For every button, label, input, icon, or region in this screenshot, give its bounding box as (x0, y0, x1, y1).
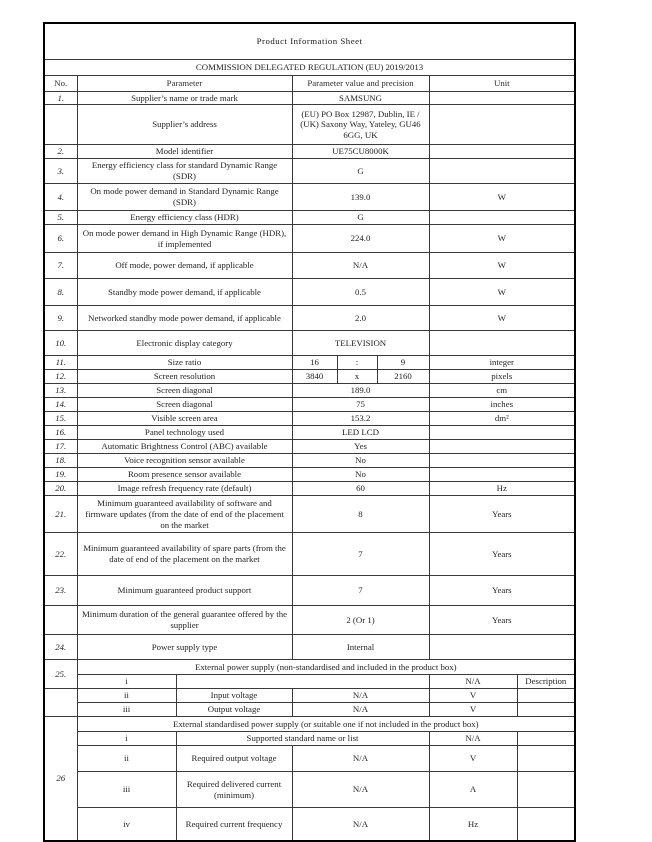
cell-unit: V (429, 689, 517, 703)
cell-unit (429, 440, 575, 454)
column-header-no: No. (44, 75, 77, 91)
table-row (44, 576, 575, 606)
cell-parameter: Model identifier (77, 145, 292, 159)
cell-description (517, 703, 575, 717)
cell-value: 139.0 (292, 184, 429, 211)
cell-unit: dm² (429, 412, 575, 426)
title-row (44, 23, 575, 59)
column-header-row (44, 75, 575, 91)
cell-no: 13. (44, 384, 77, 398)
table-row (44, 689, 575, 703)
cell-no: 11. (44, 356, 77, 370)
table-row (44, 331, 575, 356)
cell-parameter: Input voltage (176, 689, 292, 703)
cell-unit: N/A (429, 732, 517, 746)
cell-value-part1: 16 (292, 356, 337, 370)
section25-header-row (44, 660, 575, 675)
cell-value: LED LCD (292, 426, 429, 440)
cell-parameter: Image refresh frequency rate (default) (77, 482, 292, 496)
table-row (44, 225, 575, 253)
cell-unit (429, 145, 575, 159)
cell-unit (429, 468, 575, 482)
cell-parameter: Required current frequency (176, 808, 292, 841)
cell-no: 25. (44, 660, 77, 689)
cell-unit (429, 454, 575, 468)
product-information-table (43, 22, 576, 842)
cell-parameter: Panel technology used (77, 426, 292, 440)
cell-subindex: i (77, 732, 176, 746)
cell-no: 2. (44, 145, 77, 159)
cell-parameter: Visible screen area (77, 412, 292, 426)
cell-value: N/A (292, 689, 429, 703)
cell-subindex: iv (77, 808, 176, 841)
table-row (44, 482, 575, 496)
cell-description (517, 732, 575, 746)
cell-no: 21. (44, 496, 77, 533)
cell-no: 6. (44, 225, 77, 253)
cell-value: 2.0 (292, 306, 429, 331)
cell-parameter: Required delivered current (minimum) (176, 772, 292, 808)
table-row (44, 159, 575, 184)
cell-parameter: Screen diagonal (77, 384, 292, 398)
table-row (44, 703, 575, 717)
cell-value: 8 (292, 496, 429, 533)
table-row (44, 533, 575, 576)
cell-unit: Years (429, 606, 575, 635)
table-row (44, 440, 575, 454)
cell-description (517, 772, 575, 808)
table-row (44, 145, 575, 159)
cell-value: 75 (292, 398, 429, 412)
cell-no: 7. (44, 253, 77, 279)
cell-parameter: Automatic Brightness Control (ABC) available (77, 440, 292, 454)
cell-value: 153.2 (292, 412, 429, 426)
cell-parameter: Supplier’s name or trade mark (77, 91, 292, 105)
cell-no: 22. (44, 533, 77, 576)
cell-value: 60 (292, 482, 429, 496)
cell-parameter: Size ratio (77, 356, 292, 370)
cell-parameter: Energy efficiency class for standard Dynamic Range (SDR) (77, 159, 292, 184)
cell-no: 1. (44, 91, 77, 105)
cell-value-separator: x (337, 370, 377, 384)
table-row (44, 356, 575, 370)
cell-parameter: Minimum duration of the general guarantee offered by the supplier (77, 606, 292, 635)
cell-parameter: Off mode, power demand, if applicable (77, 253, 292, 279)
cell-value: UE75CU8000K (292, 145, 429, 159)
cell-parameter: On mode power demand in Standard Dynamic Range (SDR) (77, 184, 292, 211)
table-row (44, 306, 575, 331)
cell-subindex: i (77, 675, 176, 689)
cell-unit: V (429, 703, 517, 717)
cell-value: 7 (292, 533, 429, 576)
cell-no: 17. (44, 440, 77, 454)
cell-no: 24. (44, 635, 77, 660)
cell-unit: W (429, 306, 575, 331)
table-row (44, 635, 575, 660)
cell-value: N/A (292, 703, 429, 717)
cell-unit: W (429, 184, 575, 211)
section-header: External standardised power supply (or suitable one if not included in the product box) (77, 717, 575, 732)
section-header: External power supply (non-standardised and included in the product box) (77, 660, 575, 675)
table-row (44, 454, 575, 468)
cell-unit: Hz (429, 808, 517, 841)
cell-unit (429, 105, 575, 145)
cell-value: Yes (292, 440, 429, 454)
cell-description: Description (517, 675, 575, 689)
cell-subindex: ii (77, 689, 176, 703)
cell-no (44, 606, 77, 635)
cell-unit: inches (429, 398, 575, 412)
cell-unit (429, 426, 575, 440)
cell-unit: W (429, 225, 575, 253)
cell-description (517, 689, 575, 703)
cell-parameter: Networked standby mode power demand, if applicable (77, 306, 292, 331)
table-row (44, 675, 575, 689)
cell-parameter: Power supply type (77, 635, 292, 660)
cell-value: N/A (292, 808, 429, 841)
cell-value: N/A (292, 746, 429, 772)
cell-unit (429, 635, 575, 660)
cell-no: 16. (44, 426, 77, 440)
table-row (44, 496, 575, 533)
cell-unit: Years (429, 576, 575, 606)
cell-value: G (292, 159, 429, 184)
cell-no: 23. (44, 576, 77, 606)
cell-parameter: Screen resolution (77, 370, 292, 384)
cell-parameter: Output voltage (176, 703, 292, 717)
table-row (44, 184, 575, 211)
cell-unit: N/A (429, 675, 517, 689)
cell-parameter: Electronic display category (77, 331, 292, 356)
cell-no: 18. (44, 454, 77, 468)
table-row (44, 412, 575, 426)
table-row (44, 732, 575, 746)
cell-value: TELEVISION (292, 331, 429, 356)
cell-no: 19. (44, 468, 77, 482)
cell-no: 15. (44, 412, 77, 426)
cell-value: 189.0 (292, 384, 429, 398)
cell-value: No (292, 468, 429, 482)
cell-unit: Hz (429, 482, 575, 496)
cell-no: 3. (44, 159, 77, 184)
table-row (44, 91, 575, 105)
cell-no: 12. (44, 370, 77, 384)
cell-parameter: Supplier’s address (77, 105, 292, 145)
cell-description (517, 808, 575, 841)
table-row (44, 105, 575, 145)
cell-value: 0.5 (292, 279, 429, 306)
cell-subindex: iii (77, 772, 176, 808)
table-row (44, 398, 575, 412)
cell-no: 20. (44, 482, 77, 496)
page-title: Product Information Sheet (44, 23, 575, 59)
cell-parameter: Minimum guaranteed availability of software and firmware updates (from the date of end of the placement on the market (77, 496, 292, 533)
regulation-row (44, 59, 575, 75)
cell-no: 4. (44, 184, 77, 211)
cell-no: 14. (44, 398, 77, 412)
table-row (44, 746, 575, 772)
table-row (44, 279, 575, 306)
cell-value: (EU) PO Box 12987, Dublin, IE / (UK) Saxony Way, Yateley, GU46 6GG, UK (292, 105, 429, 145)
table-row (44, 426, 575, 440)
table-row (44, 253, 575, 279)
cell-no: 10. (44, 331, 77, 356)
cell-no: 5. (44, 211, 77, 225)
cell-unit: cm (429, 384, 575, 398)
cell-merged-value: Supported standard name or list (176, 732, 429, 746)
table-row (44, 370, 575, 384)
cell-value-part2: 2160 (377, 370, 429, 384)
cell-value-part1: 3840 (292, 370, 337, 384)
column-header-value: Parameter value and precision (292, 75, 429, 91)
column-header-unit: Unit (429, 75, 575, 91)
cell-parameter: Required output voltage (176, 746, 292, 772)
cell-value: No (292, 454, 429, 468)
table-row (44, 772, 575, 808)
cell-parameter: Standby mode power demand, if applicable (77, 279, 292, 306)
section26-header-row (44, 717, 575, 732)
regulation-subtitle: COMMISSION DELEGATED REGULATION (EU) 2019/2013 (44, 59, 575, 75)
cell-value: G (292, 211, 429, 225)
cell-unit (429, 211, 575, 225)
cell-unit: pixels (429, 370, 575, 384)
cell-value: N/A (292, 772, 429, 808)
cell-unit (429, 331, 575, 356)
cell-description (517, 746, 575, 772)
table-row (44, 808, 575, 841)
cell-unit (429, 91, 575, 105)
cell-unit: integer (429, 356, 575, 370)
cell-parameter: Screen diagonal (77, 398, 292, 412)
cell-no: 26 (44, 717, 77, 841)
cell-unit: W (429, 253, 575, 279)
table-row (44, 211, 575, 225)
cell-no (44, 105, 77, 145)
table-row (44, 468, 575, 482)
cell-parameter: Energy efficiency class (HDR) (77, 211, 292, 225)
cell-value: Internal (292, 635, 429, 660)
cell-subindex: ii (77, 746, 176, 772)
cell-no (44, 689, 77, 717)
cell-unit: V (429, 746, 517, 772)
cell-value: 224.0 (292, 225, 429, 253)
cell-parameter: On mode power demand in High Dynamic Range (HDR), if implemented (77, 225, 292, 253)
table-row (44, 606, 575, 635)
cell-value-separator: : (337, 356, 377, 370)
cell-subindex: iii (77, 703, 176, 717)
table-row (44, 384, 575, 398)
cell-unit: Years (429, 496, 575, 533)
cell-value-part2: 9 (377, 356, 429, 370)
cell-unit: A (429, 772, 517, 808)
cell-value: 7 (292, 576, 429, 606)
cell-parameter: Minimum guaranteed product support (77, 576, 292, 606)
cell-no: 8. (44, 279, 77, 306)
cell-parameter: Minimum guaranteed availability of spare parts (from the date of end of the placement on the market (77, 533, 292, 576)
cell-value: N/A (292, 253, 429, 279)
column-header-parameter: Parameter (77, 75, 292, 91)
cell-unit (429, 159, 575, 184)
cell-unit: Years (429, 533, 575, 576)
cell-value: 2 (Or 1) (292, 606, 429, 635)
cell-parameter: Room presence sensor available (77, 468, 292, 482)
cell-parameter: Voice recognition sensor available (77, 454, 292, 468)
cell-merged-value (176, 675, 429, 689)
cell-value: SAMSUNG (292, 91, 429, 105)
cell-no: 9. (44, 306, 77, 331)
cell-unit: W (429, 279, 575, 306)
